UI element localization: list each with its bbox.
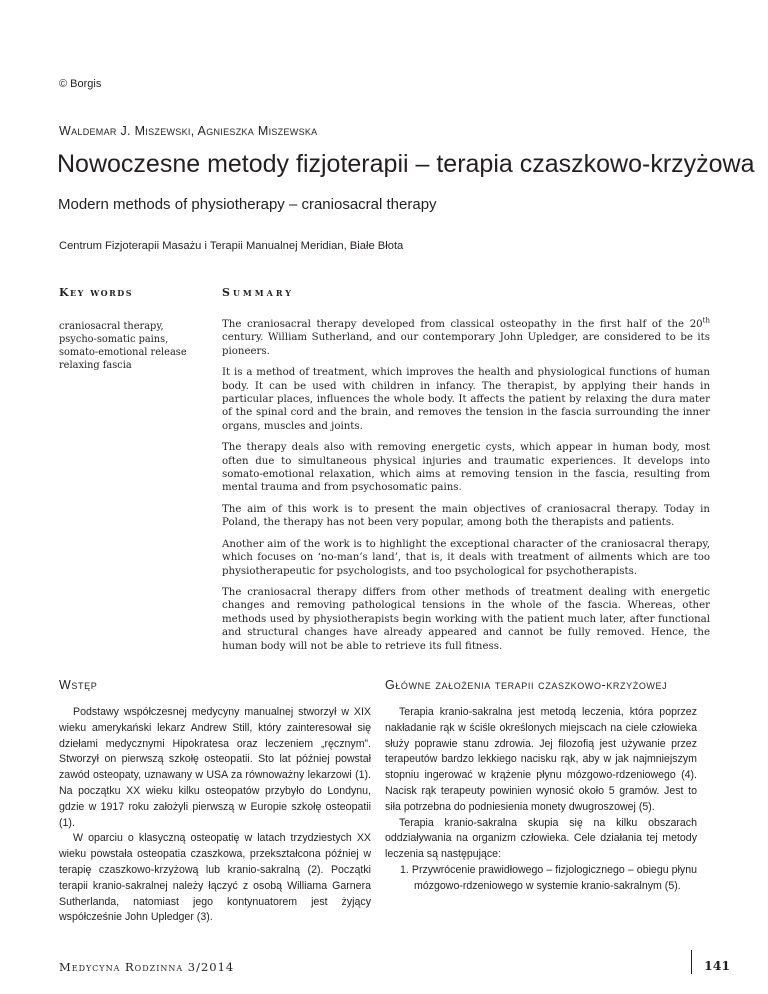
copyright-notice: © Borgis (59, 78, 102, 90)
summary-paragraph: The aim of this work is to present the main objectives of craniosacral therapy. Today in Poland, the therapy has not been very popular, among both the therapists and patients. (222, 503, 710, 529)
article-subtitle: Modern methods of physiotherapy – craniosacral therapy (58, 196, 437, 213)
section-heading-intro: Wstęp (59, 678, 98, 692)
summary-paragraph: Another aim of the work is to highlight the exceptional character of the craniosacral therapy, which focuses on ‘no-man’s land’, that is, it deals with treatment of ailments which are too physiotherapeutic for psychologists, and too psychological for psychotherapists. (222, 538, 710, 577)
summary-paragraph: The craniosacral therapy developed from classical osteopathy in the first half of the 20th century. William Sutherland, and our contemporary John Upledger, are considered to be its pioneers. (222, 316, 710, 357)
summary-paragraph: The craniosacral therapy differs from other methods of treatment dealing with energetic changes and removing pathological tensions in the whole of the fascia. Whereas, other methods used by physiotherapists begin working with the patient much later, after functional and structural changes have already appeared and cannot be fully removed. Hence, the human body will not be able to retrieve its full fitness. (222, 586, 710, 652)
keyword-item: psycho-somatic pains, (59, 334, 169, 345)
summary-heading: Summary (222, 286, 294, 299)
summary-paragraph: The therapy deals also with removing energetic cysts, which appear in human body, most often due to simultaneous physical injuries and traumatic experiences. It develops into somato-emotional relaxation, which aims at removing tension in the fascia, resulting from mental trauma and from psychosomatic pains. (222, 442, 710, 494)
journal-footer: Medycyna Rodzinna 3/2014 (59, 960, 235, 974)
summary-paragraph: It is a method of treatment, which improves the health and physiological functions of human body. It can be used with children in infancy. The therapist, by applying their hands in particular places, influences the whole body. It affects the patient by relaxing the dura mater of the spinal cord and the brain, and removes the tension in the fascia surrounding the inner organs, muscles and joints. (222, 367, 710, 432)
keywords-heading: Key words (59, 286, 134, 299)
page-number-divider (691, 950, 692, 974)
objectives-list (385, 863, 697, 895)
section-heading-assumptions: Główne założenia terapii czaszkowo-krzyżowej (385, 678, 668, 692)
body-paragraph: Terapia kranio-sakralna jest metodą leczenia, która poprzez nakładanie rąk w ściśle określonych miejscach na ciele człowieka służy poprawie stanu zdrowia. Jej filozofią jest używanie przez terapeutów bardzo lekkiego nacisku rąk, aby w jak najmniejszym stopniu ingerować w krążenie płynu mózgowo-rdzeniowego (4). Nacisk rąk terapeuty powinien wynosić około 5 gramów. Jest to siła potrzebna do podniesienia monety dwugroszowej (5). (385, 706, 697, 813)
keywords-list (59, 320, 209, 372)
page-number: 141 (704, 958, 731, 973)
keyword-item: somato-emotional release (59, 347, 187, 358)
keyword-item: craniosacral therapy, (59, 321, 164, 332)
article-title: Nowoczesne metody fizjoterapii – terapia czaszkowo-krzyżowa (57, 150, 755, 178)
body-paragraph: Terapia kranio-sakralna skupia się na kilku obszarach oddziaływania na organizm człowieka. Cele działania tej metody leczenia są następujące: (385, 816, 697, 861)
summary-text (222, 318, 710, 661)
intro-column (59, 705, 371, 926)
keyword-item: relaxing fascia (59, 360, 132, 371)
article-authors: Waldemar J. Miszewski, Agnieszka Miszewska (59, 124, 318, 138)
affiliation: Centrum Fizjoterapii Masażu i Terapii Manualnej Meridian, Białe Błota (59, 240, 404, 252)
list-item: 1. Przywrócenie prawidłowego – fizjologicznego – obiegu płynu mózgowo-rdzeniowego w systemie kranio-sakralnym (5). (400, 863, 697, 892)
body-paragraph: Podstawy współczesnej medycyny manualnej stworzył w XIX wieku amerykański lekarz Andrew Still, który zainteresował się dziełami medycznymi Hipokratesa oraz leczeniem „ręcznym”. Stworzył on pierwszą szkołę osteopatii. Sto lat później powstał zawód osteopaty, uznawany w USA za równoważny lekarzowi (1). Na początku XX wieku kilku osteopatów przybyło do Londynu, gdzie w 1917 roku założyli pierwszą w Europie szkołę osteopatii (1). (59, 706, 371, 829)
assumptions-column (385, 705, 697, 895)
body-paragraph: W oparciu o klasyczną osteopatię w latach trzydziestych XX wieku powstała osteopatia czaszkowa, przekształcona później w terapię czaszkowo-krzyżową lub kranio-sakralną (2). Początki terapii kranio-sakralnej należy łączyć z osobą Williama Garnera Sutherlanda, natomiast jego kontynuatorem jest żyjący współcześnie John Upledger (3). (59, 832, 371, 924)
